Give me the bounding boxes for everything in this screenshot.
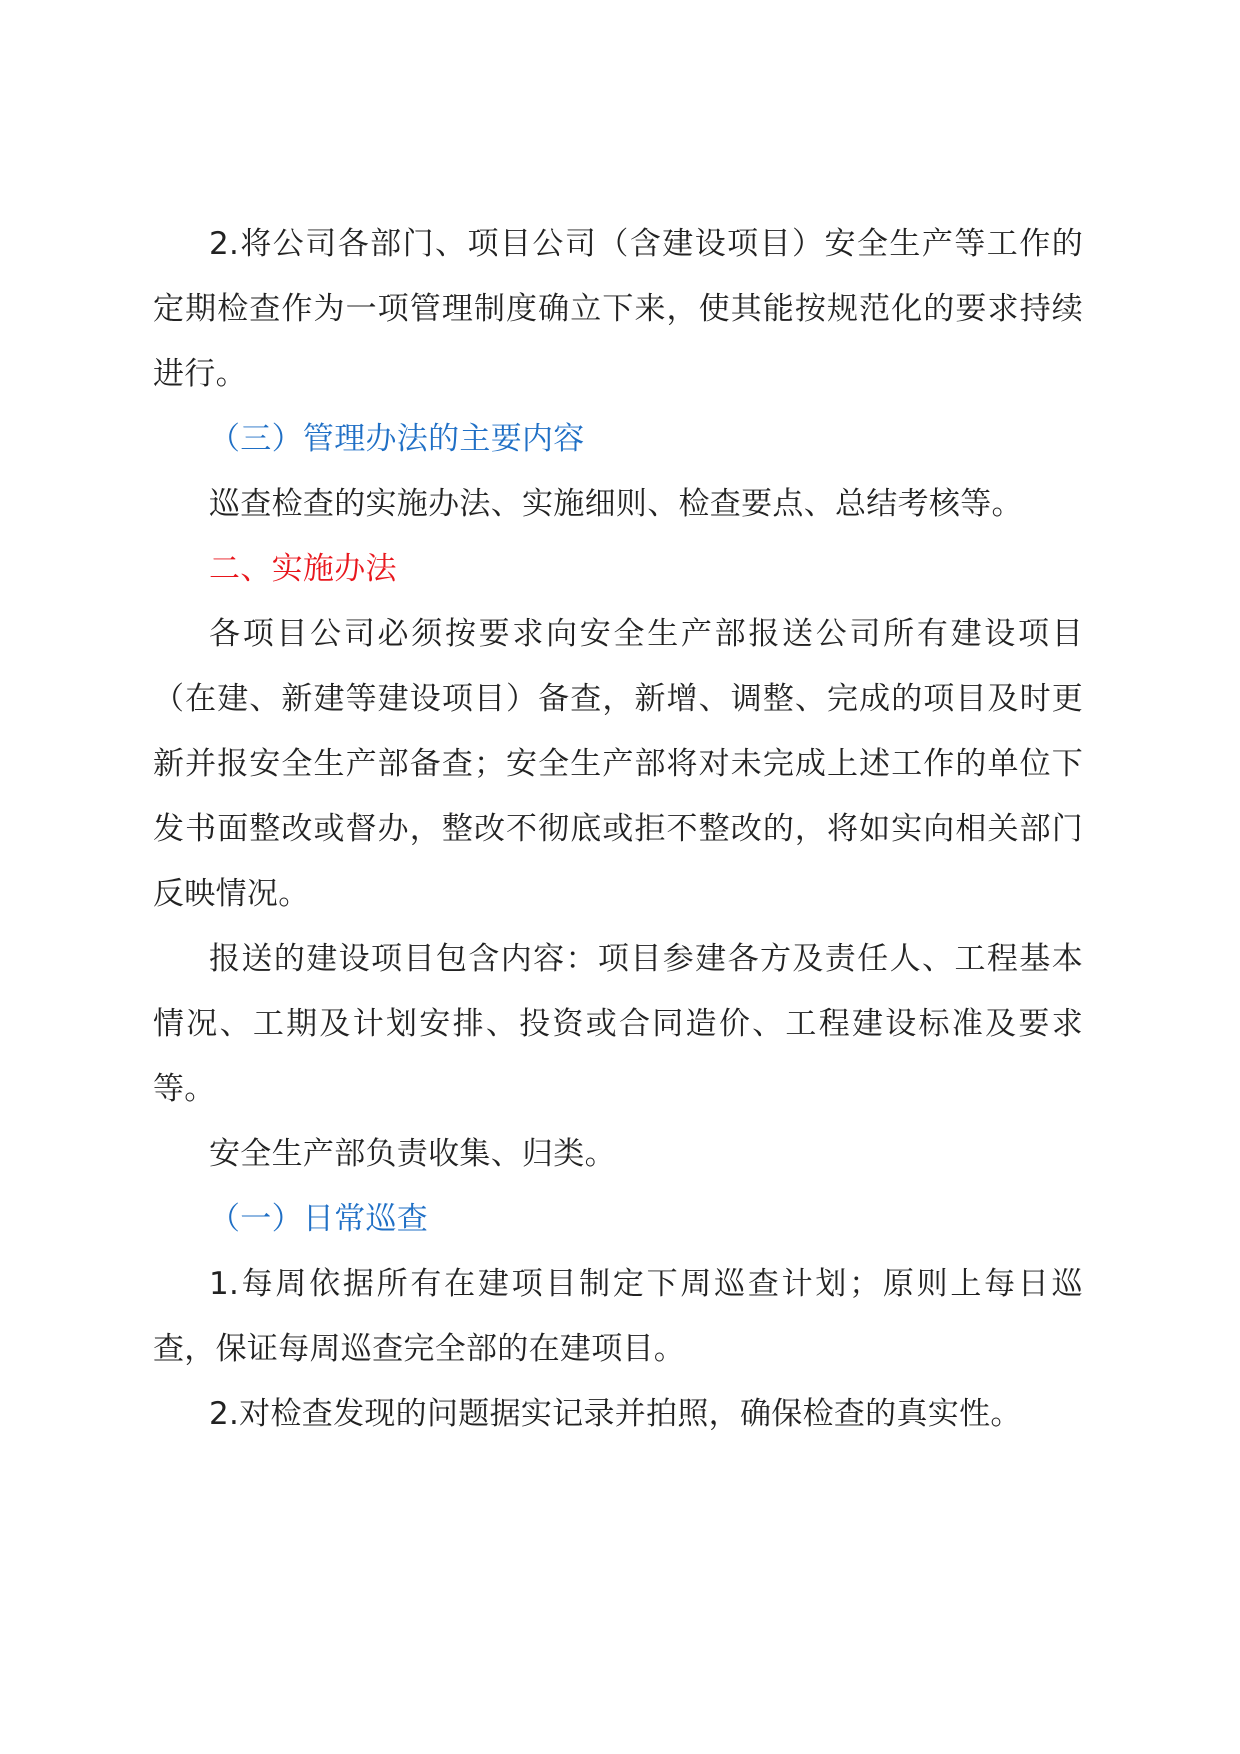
paragraph-report-contents: 报送的建设项目包含内容：项目参建各方及责任人、工程基本情况、工期及计划安排、投资或合同造价、工程建设标准及要求等。 (153, 941, 1083, 1107)
paragraph-project-reporting: 各项目公司必须按要求向安全生产部报送公司所有建设项目（在建、新建等建设项目）备查，新增、调整、完成的项目及时更新并报安全生产部备查；安全生产部将对未完成上述工作的单位下发书面整改或督办，整改不彻底或拒不整改的，将如实向相关部门反映情况。 (153, 616, 1083, 912)
subheading-management-content: （三）管理办法的主要内容 (209, 421, 585, 457)
paragraph-record-problems: 2.对检查发现的问题据实记录并拍照，确保检查的真实性。 (209, 1396, 1022, 1432)
paragraph-inspection-methods: 巡查检查的实施办法、实施细则、检查要点、总结考核等。 (209, 486, 1023, 522)
subheading-daily-patrol: （一）日常巡查 (209, 1201, 429, 1237)
heading-implementation: 二、实施办法 (209, 551, 397, 587)
document-body (153, 212, 1083, 1447)
paragraph-weekly-plan: 1.每周依据所有在建项目制定下周巡查计划；原则上每日巡查，保证每周巡查完全部的在建项目。 (153, 1266, 1083, 1367)
paragraph-item-2: 2.将公司各部门、项目公司（含建设项目）安全生产等工作的定期检查作为一项管理制度确立下来，使其能按规范化的要求持续进行。 (153, 226, 1083, 392)
paragraph-collection: 安全生产部负责收集、归类。 (209, 1136, 616, 1172)
